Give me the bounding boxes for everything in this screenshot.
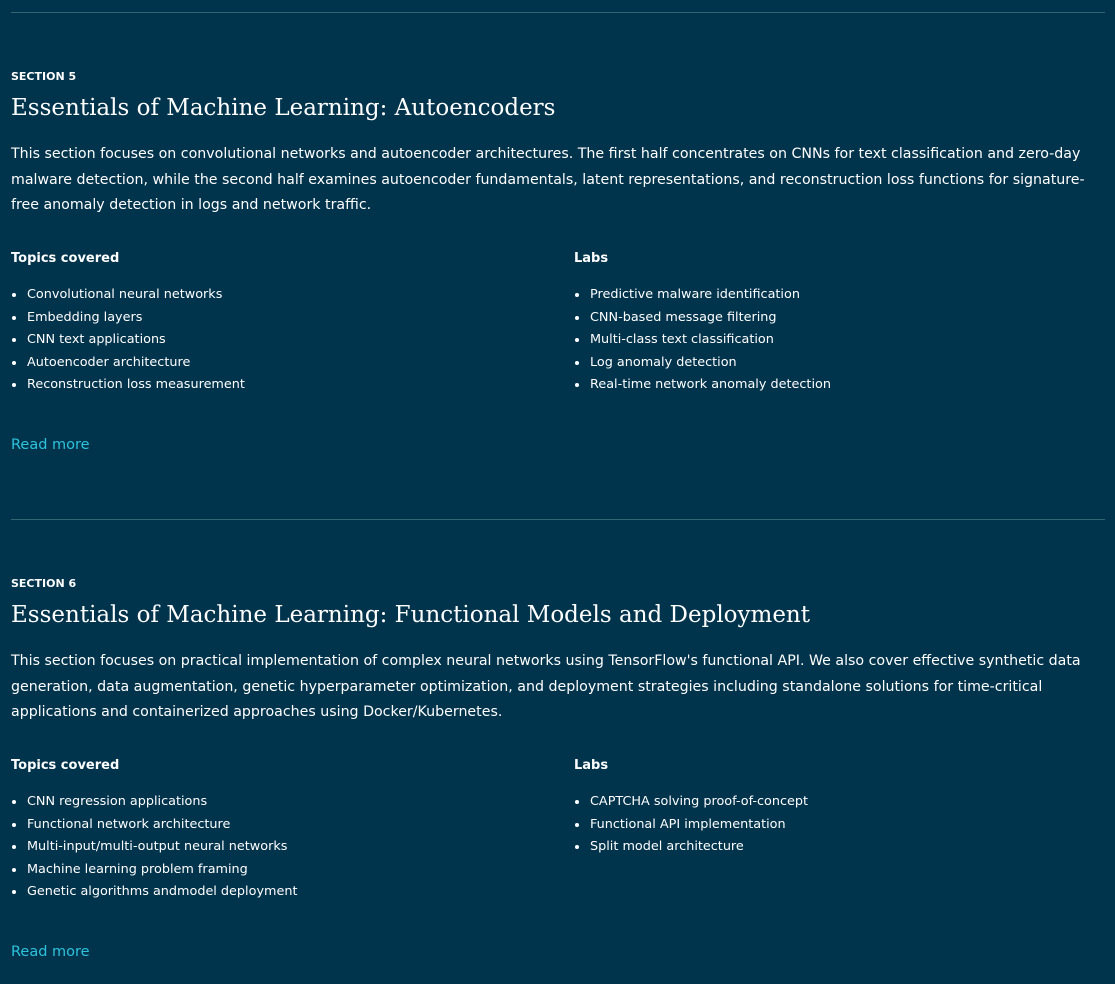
lab-item [574,836,1105,859]
topics-column [11,251,551,392]
topic-label: Machine learning problem framing [27,861,248,877]
labs-heading: Labs [574,251,609,266]
topic-label: CNN regression applications [27,794,208,809]
section-divider [11,519,1105,520]
bullet-icon [12,823,16,827]
lab-item [574,284,1105,307]
bullet-icon [575,823,579,827]
bullet-icon [12,361,16,365]
topic-label: Convolutional neural networks [27,287,223,302]
bullet-icon [575,361,579,365]
lab-label: Split model architecture [590,839,744,854]
bullet-icon [12,868,16,872]
topics-list [11,284,551,397]
bullet-icon [575,338,579,342]
bullet-icon [575,293,579,297]
topic-item [11,352,551,375]
topic-item [11,791,551,814]
lab-label: Real-time network anomaly detection [590,377,831,392]
topic-item [11,836,551,859]
topic-item [11,284,551,307]
lab-item [574,374,1105,397]
labs-heading: Labs [574,758,609,773]
topic-label: Reconstruction loss measurement [27,377,245,392]
lab-label: Functional API implementation [590,816,786,832]
labs-list [574,791,1105,859]
bullet-icon [575,845,579,849]
topics-heading: Topics covered [11,251,120,266]
labs-column [574,758,1105,854]
bullet-icon [12,383,16,387]
labs-column [574,251,1105,392]
topic-label: Functional network architecture [27,816,231,832]
topics-heading: Topics covered [11,758,120,773]
lab-label: CAPTCHA solving proof-of-concept [590,794,809,809]
bullet-icon [12,316,16,320]
lab-item [574,352,1105,375]
bullet-icon [12,293,16,297]
topics-list [11,791,551,904]
topics-column [11,758,551,899]
bullet-icon [12,338,16,342]
section-description: This section focuses on convolutional networks and autoencoder architectures. The first half concentrates on CNNs for text classification and zero-day malware detection, while the second half examines autoencoder fundamentals, latent representations, and reconstruction loss functions for signature-free anomaly detection in logs and network traffic. [11,146,1085,213]
bullet-icon [12,890,16,894]
section-description: This section focuses on practical implementation of complex neural networks using TensorFlow's functional API. We also cover effective synthetic data generation, data augmentation, genetic hyperparameter optimization, and deployment strategies including standalone solutions for time-critical applications and containerized approaches using Docker/Kubernetes. [11,653,1081,720]
topic-item [11,374,551,397]
section-kicker: SECTION 6 [11,577,77,590]
topic-label: Genetic algorithms andmodel deployment [27,884,298,899]
read-more-link[interactable]: Read more [11,944,90,960]
bullet-icon [575,383,579,387]
bullet-icon [575,316,579,320]
topic-label: CNN text applications [27,332,166,347]
lab-item [574,791,1105,814]
topic-item [11,881,551,904]
lab-item [574,329,1105,352]
read-more-link[interactable]: Read more [11,437,90,453]
lab-label: Log anomaly detection [590,354,737,370]
topic-label: Multi-input/multi-output neural networks [27,839,288,854]
topic-label: Autoencoder architecture [27,354,191,370]
lab-label: CNN-based message filtering [590,309,777,325]
topic-item [11,814,551,837]
lab-label: Predictive malware identification [590,287,800,302]
section-kicker: SECTION 5 [11,70,77,83]
topic-item [11,329,551,352]
bullet-icon [575,800,579,804]
topic-item [11,307,551,330]
topic-item [11,859,551,882]
bullet-icon [12,845,16,849]
section-title: Essentials of Machine Learning: Autoencoders [11,95,556,121]
lab-label: Multi-class text classification [590,332,774,347]
lab-item [574,307,1105,330]
section-divider-top [11,12,1105,13]
bullet-icon [12,800,16,804]
labs-list [574,284,1105,397]
topic-label: Embedding layers [27,309,143,325]
lab-item [574,814,1105,837]
section-title: Essentials of Machine Learning: Functional Models and Deployment [11,602,810,628]
